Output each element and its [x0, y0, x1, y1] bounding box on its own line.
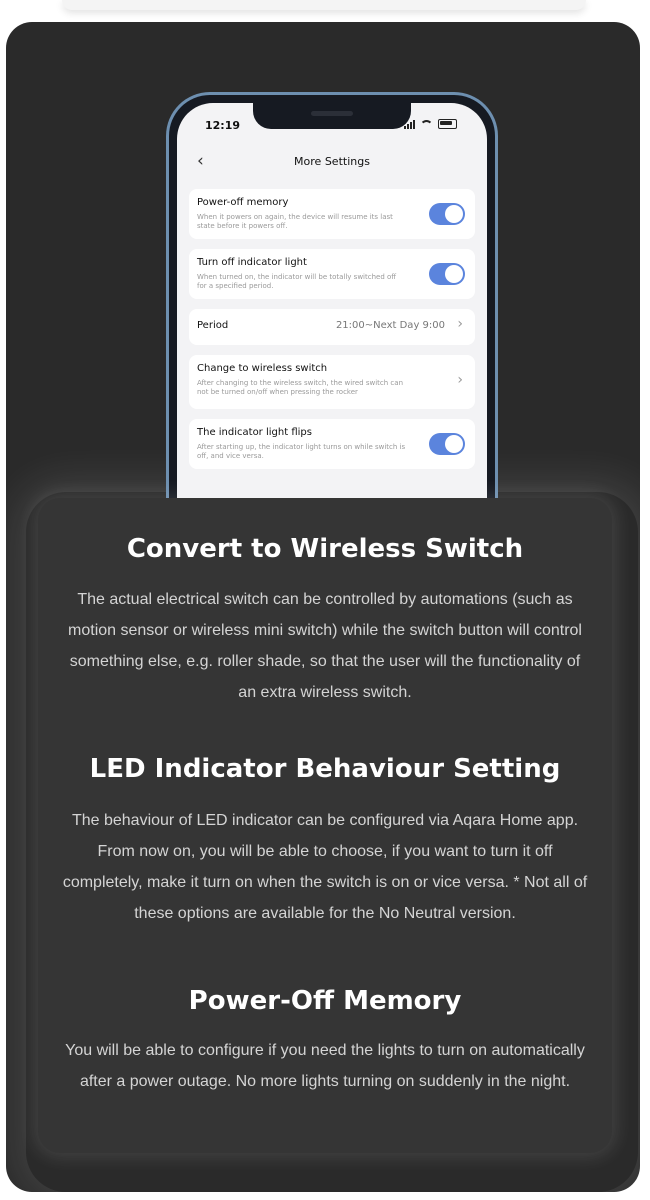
section-heading: Power-Off Memory [188, 986, 462, 1016]
back-chevron-icon[interactable]: ‹ [197, 151, 204, 171]
section-heading: Convert to Wireless Switch [126, 534, 524, 564]
setting-title: Turn off indicator light [197, 257, 307, 268]
setting-row-period[interactable] [189, 309, 475, 345]
chevron-right-icon: › [457, 372, 463, 388]
section-body: The behaviour of LED indicator can be configured via Aqara Home app. From now on, you will be able to choose, if you want to turn it off completely, make it turn on when the switch is on or vice versa. * Not all of these options are available for the No Neutral version. [62, 812, 588, 922]
status-time: 12:19 [205, 119, 241, 132]
section-body: You will be able to configure if you need the lights to turn on automatically after a power outage. No more lights turning on suddenly in the night. [65, 1042, 585, 1090]
battery-icon [438, 119, 457, 129]
chevron-right-icon: › [457, 316, 463, 332]
phone-notch [253, 103, 411, 129]
period-value: 21:00~Next Day 9:00 [335, 320, 445, 331]
previous-card-edge [62, 0, 586, 10]
nav-title: More Settings [294, 155, 370, 168]
setting-row-power-off-memory[interactable] [189, 189, 475, 239]
setting-description: After starting up, the indicator light turns on while switch is off, and vice versa. [197, 443, 406, 460]
section-body: The actual electrical switch can be controlled by automations (such as motion sensor or wireless mini switch) while the switch button will control something else, e.g. roller shade, so that the user will the functionality of an extra wireless switch. [68, 591, 582, 701]
power-off-memory-toggle[interactable] [429, 203, 465, 225]
setting-title: The indicator light flips [197, 427, 312, 438]
setting-title: Period [197, 320, 229, 331]
setting-description: When it powers on again, the device will resume its last state before it powers off. [197, 213, 393, 230]
signal-icon [404, 120, 415, 129]
setting-description: After changing to the wireless switch, the wired switch can not be turned on/off when pressing the rocker [197, 379, 404, 396]
feature-description-card [38, 498, 612, 1153]
phone-screen [177, 103, 487, 543]
setting-row-turn-off-indicator[interactable] [189, 249, 475, 299]
indicator-flips-toggle[interactable] [429, 433, 465, 455]
setting-row-wireless-switch[interactable] [189, 355, 475, 409]
wifi-icon [420, 120, 433, 129]
settings-nav-bar [177, 147, 487, 177]
setting-row-indicator-flips[interactable] [189, 419, 475, 469]
section-heading: LED Indicator Behaviour Setting [89, 754, 561, 784]
turn-off-indicator-toggle[interactable] [429, 263, 465, 285]
phone-mockup [166, 92, 498, 535]
setting-title: Change to wireless switch [197, 363, 328, 374]
setting-title: Power-off memory [197, 197, 289, 208]
setting-description: When turned on, the indicator will be totally switched off for a specified period. [197, 273, 397, 290]
status-icons [404, 119, 457, 129]
